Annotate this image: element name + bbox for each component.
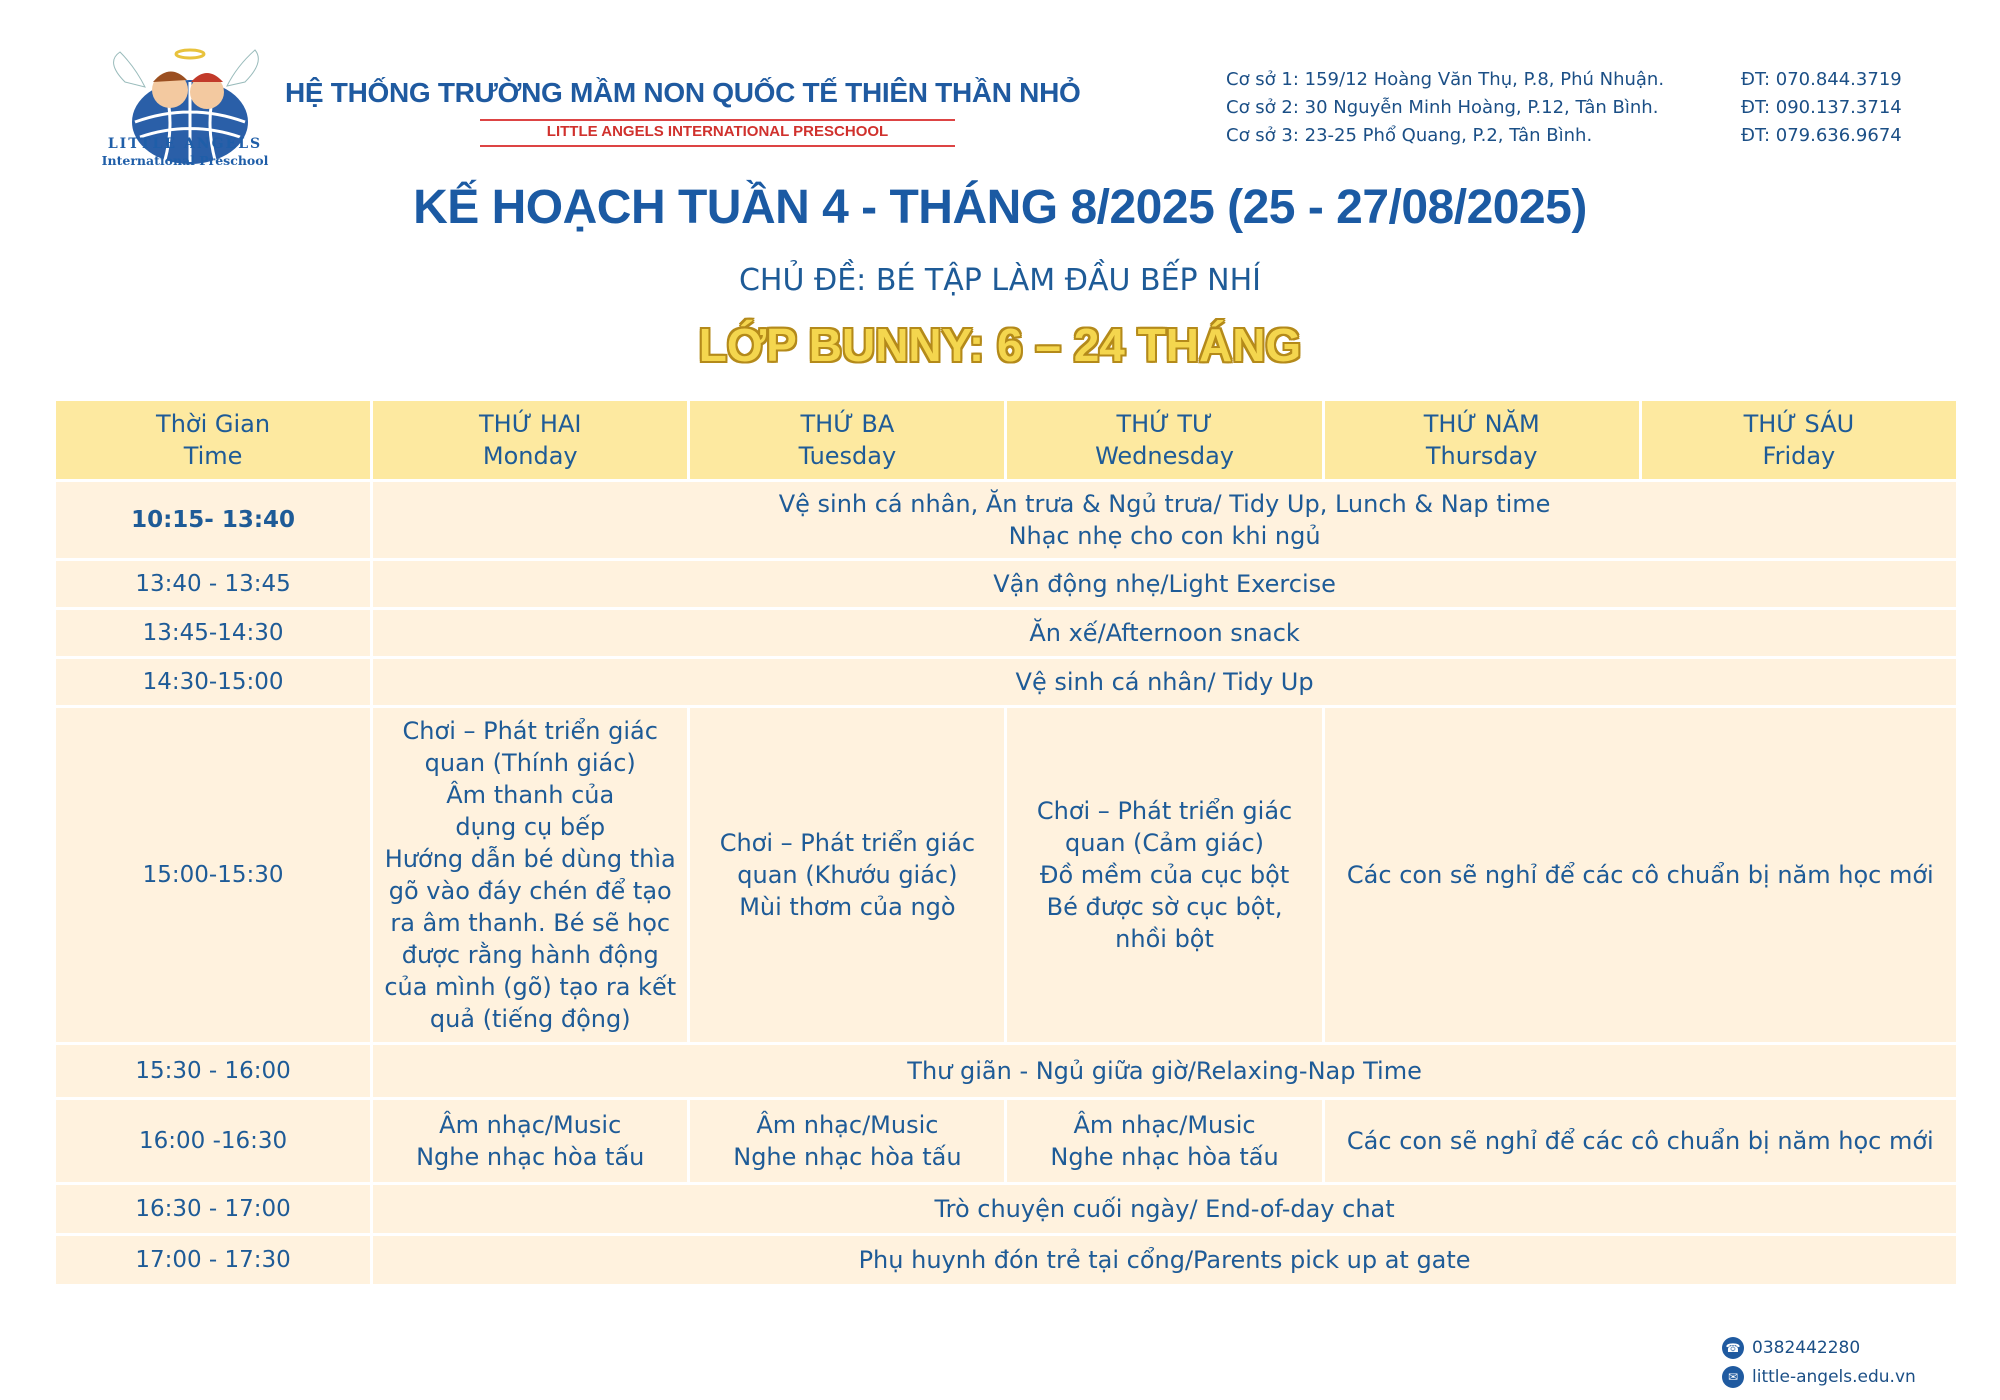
activity-line: Âm nhạc/Music	[1073, 1111, 1256, 1139]
activity-thursday-friday: Các con sẽ nghỉ để các cô chuẩn bị năm học mới	[1325, 708, 1956, 1042]
table-row	[56, 610, 1956, 656]
header-label-vi: THỨ HAI	[479, 410, 582, 438]
time-cell: 15:00-15:30	[56, 708, 370, 1042]
time-cell: 16:30 - 17:00	[56, 1185, 370, 1233]
activity-line: quan (Khướu giác)	[737, 861, 958, 889]
logo-text	[75, 136, 295, 168]
activity-line: Âm thanh của	[446, 781, 615, 809]
activity-all-days	[373, 482, 1956, 558]
activity-all-days: Trò chuyện cuối ngày/ End-of-day chat	[373, 1185, 1956, 1233]
activity-monday	[373, 1100, 687, 1182]
table-row	[56, 1185, 1956, 1233]
activity-line: Chơi – Phát triển giác	[402, 717, 658, 745]
time-cell: 17:00 - 17:30	[56, 1236, 370, 1284]
mail-icon: ✉	[1722, 1366, 1744, 1388]
activity-line: Vệ sinh cá nhân, Ăn trưa & Ngủ trưa/ Tidy Up, Lunch & Nap time	[778, 490, 1551, 518]
header-wednesday	[1007, 401, 1321, 479]
activity-line: Bé được sờ cục bột,	[1046, 893, 1283, 921]
activity-line: của mình (gõ) tạo ra kết	[384, 973, 677, 1001]
campus-row	[1226, 94, 1941, 122]
campus-row	[1226, 122, 1941, 150]
campus-address: Cơ sở 3: 23-25 Phổ Quang, P.2, Tân Bình.	[1226, 125, 1593, 146]
activity-wednesday	[1007, 1100, 1321, 1182]
footer-website[interactable]	[1722, 1366, 1916, 1388]
school-name-english: LITTLE ANGELS INTERNATIONAL PRESCHOOL	[546, 123, 889, 140]
header-label-vi: Thời Gian	[156, 410, 271, 438]
page-title: KẾ HOẠCH TUẦN 4 - THÁNG 8/2025 (25 - 27/08/2025)	[413, 181, 1587, 234]
table-row	[56, 1100, 1956, 1182]
activity-line: quan (Cảm giác)	[1065, 829, 1265, 857]
header-monday	[373, 401, 687, 479]
activity-all-days: Ăn xế/Afternoon snack	[373, 610, 1956, 656]
activity-thursday-friday: Các con sẽ nghỉ để các cô chuẩn bị năm học mới	[1325, 1100, 1956, 1182]
school-name-rule-bottom	[480, 145, 955, 147]
activity-line: Chơi – Phát triển giác	[1036, 797, 1293, 825]
header-tuesday	[690, 401, 1004, 479]
activity-line: Chơi – Phát triển giác	[719, 829, 976, 857]
activity-line: gõ vào đáy chén để tạo	[388, 877, 672, 905]
header-label-vi: THỨ TƯ	[1116, 410, 1213, 438]
activity-all-days: Phụ huynh đón trẻ tại cổng/Parents pick up at gate	[373, 1236, 1956, 1284]
campus-phone: ĐT: 079.636.9674	[1741, 125, 1902, 146]
table-row	[56, 1045, 1956, 1097]
activity-line: nhồi bột	[1115, 925, 1214, 953]
activity-all-days: Thư giãn - Ngủ giữa giờ/Relaxing-Nap Time	[373, 1045, 1956, 1097]
theme-subtitle: CHỦ ĐỀ: BÉ TẬP LÀM ĐẦU BẾP NHÍ	[738, 263, 1261, 298]
activity-tuesday	[690, 1100, 1004, 1182]
time-cell: 14:30-15:00	[56, 659, 370, 705]
activity-line: Âm nhạc/Music	[439, 1111, 622, 1139]
time-cell: 16:00 -16:30	[56, 1100, 370, 1182]
time-cell: 13:40 - 13:45	[56, 561, 370, 607]
activity-line: Mùi thơm của ngò	[739, 893, 956, 921]
activity-line: Nghe nhạc hòa tấu	[1050, 1143, 1279, 1171]
header-label-vi: THỨ NĂM	[1423, 410, 1540, 438]
activity-wednesday	[1007, 708, 1321, 1042]
footer-phone-text: 0382442280	[1752, 1338, 1861, 1358]
weekly-schedule-table	[53, 398, 1959, 1287]
campus-row	[1226, 66, 1941, 94]
header-label-en: Monday	[482, 442, 578, 470]
header-label-vi: THỨ BA	[800, 410, 895, 438]
activity-all-days: Vệ sinh cá nhân/ Tidy Up	[373, 659, 1956, 705]
activity-monday	[373, 708, 687, 1042]
header-label-en: Friday	[1762, 442, 1836, 470]
class-name: LỚP BUNNY: 6 – 24 THÁNG	[698, 319, 1302, 371]
time-cell: 13:45-14:30	[56, 610, 370, 656]
table-row	[56, 1236, 1956, 1284]
header-time	[56, 401, 370, 479]
logo-brand: LITTLE ANGELS	[107, 136, 263, 152]
activity-line: Đồ mềm của cục bột	[1039, 861, 1290, 889]
activity-tuesday	[690, 708, 1004, 1042]
footer-website-text: little-angels.edu.vn	[1752, 1367, 1916, 1387]
header-friday	[1642, 401, 1956, 479]
header-label-en: Wednesday	[1095, 442, 1235, 470]
activity-line: được rằng hành động	[401, 941, 659, 969]
activity-line: dụng cụ bếp	[455, 813, 606, 841]
school-name-rule-top	[480, 119, 955, 121]
activity-line: quan (Thính giác)	[424, 749, 636, 777]
activity-line: Hướng dẫn bé dùng thìa	[384, 845, 676, 873]
table-row	[56, 659, 1956, 705]
time-cell: 15:30 - 16:00	[56, 1045, 370, 1097]
campus-addresses	[1226, 66, 1941, 150]
table-row	[56, 561, 1956, 607]
header-label-en: Tuesday	[798, 442, 897, 470]
logo-tagline: International Preschool	[101, 153, 269, 168]
campus-phone: ĐT: 090.137.3714	[1741, 97, 1902, 118]
header-label-en: Time	[183, 442, 243, 470]
header-thursday	[1325, 401, 1639, 479]
school-name-vietnamese: HỆ THỐNG TRƯỜNG MẦM NON QUỐC TẾ THIÊN THẦN NHỎ	[285, 77, 1081, 108]
table-row	[56, 482, 1956, 558]
campus-phone: ĐT: 070.844.3719	[1741, 69, 1902, 90]
header-label-en: Thursday	[1425, 442, 1538, 470]
activity-all-days: Vận động nhẹ/Light Exercise	[373, 561, 1956, 607]
footer-phone[interactable]	[1722, 1337, 1860, 1359]
activity-line: Âm nhạc/Music	[756, 1111, 939, 1139]
activity-line: quả (tiếng động)	[429, 1005, 631, 1033]
activity-line: ra âm thanh. Bé sẽ học	[390, 909, 671, 937]
campus-address: Cơ sở 2: 30 Nguyễn Minh Hoàng, P.12, Tân Bình.	[1226, 97, 1659, 118]
header-label-vi: THỨ SÁU	[1743, 410, 1855, 438]
activity-line: Nghe nhạc hòa tấu	[416, 1143, 645, 1171]
activity-line: Nhạc nhẹ cho con khi ngủ	[1008, 522, 1321, 550]
activity-line: Nghe nhạc hòa tấu	[733, 1143, 962, 1171]
time-cell: 10:15- 13:40	[56, 482, 370, 558]
table-header-row	[56, 401, 1956, 479]
table-row	[56, 708, 1956, 1042]
phone-icon: ☎	[1722, 1337, 1744, 1359]
campus-address: Cơ sở 1: 159/12 Hoàng Văn Thụ, P.8, Phú Nhuận.	[1226, 69, 1665, 90]
